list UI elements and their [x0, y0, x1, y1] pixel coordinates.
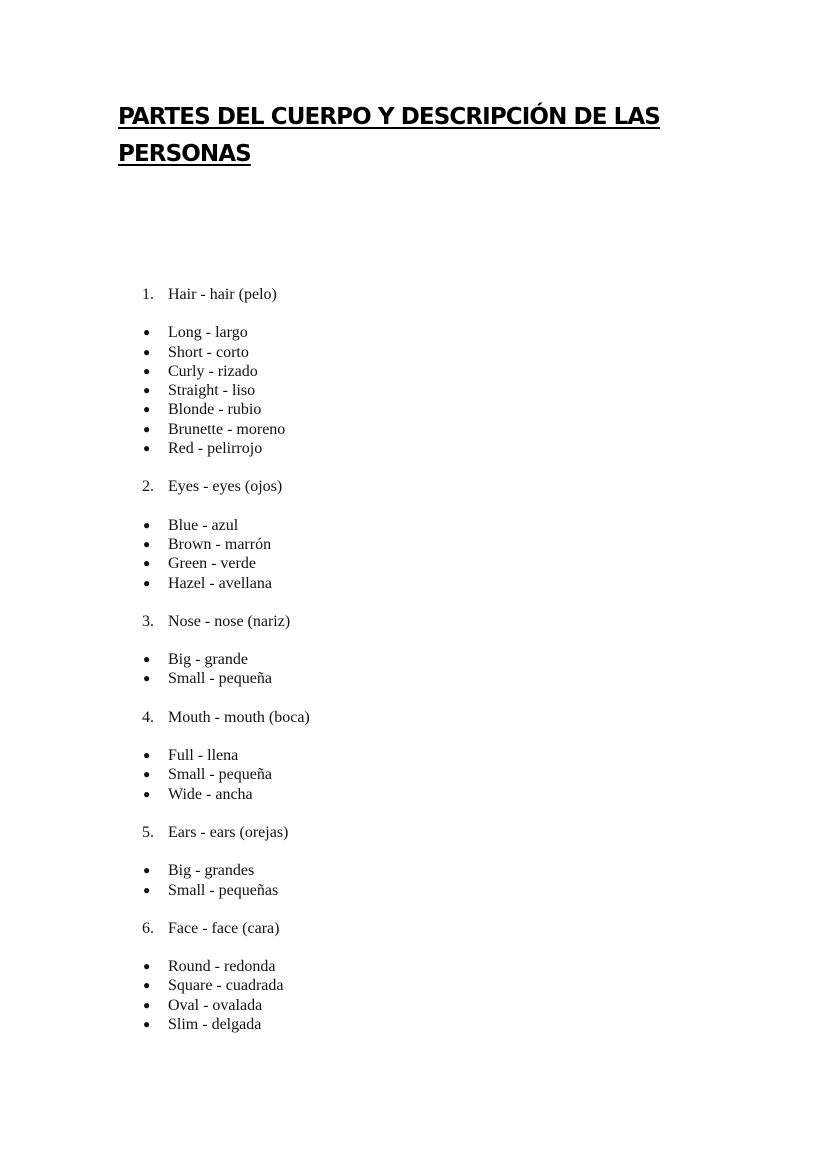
section-5 [0, 823, 828, 900]
list-item [0, 535, 828, 554]
bullet-icon: ● [143, 441, 151, 456]
bullet-icon: ● [143, 536, 151, 551]
section-heading-text: Ears - ears (orejas) [168, 823, 289, 841]
list-item-text: Big - grandes [168, 862, 255, 880]
bullet-icon: ● [143, 786, 151, 801]
bullet-icon: ● [143, 517, 151, 532]
list-item [0, 861, 828, 880]
section-heading [0, 477, 828, 496]
bullet-list [0, 957, 828, 1034]
bullet-icon: ● [143, 575, 151, 590]
bullet-list [0, 516, 828, 593]
section-4 [0, 708, 828, 804]
list-item-text: Brunette - moreno [168, 420, 286, 438]
bullet-icon: ● [143, 556, 151, 571]
list-item [0, 516, 828, 535]
section-heading [0, 919, 828, 938]
list-item [0, 785, 828, 804]
bullet-icon: ● [143, 402, 151, 417]
section-heading [0, 612, 828, 631]
list-item-text: Small - pequeñas [168, 881, 279, 899]
bullet-icon: ● [143, 421, 151, 436]
list-item-text: Brown - marrón [168, 535, 272, 553]
section-heading [0, 823, 828, 842]
bullet-icon: ● [143, 363, 151, 378]
list-item-text: Curly - rizado [168, 362, 258, 380]
list-item [0, 439, 828, 458]
section-number: 4. [142, 708, 154, 726]
list-item-text: Small - pequeña [168, 766, 272, 784]
list-item [0, 400, 828, 419]
list-item-text: Long - largo [168, 324, 248, 342]
list-item [0, 343, 828, 362]
bullet-icon: ● [143, 767, 151, 782]
bullet-icon: ● [143, 671, 151, 686]
section-3 [0, 612, 828, 689]
list-item-text: Hazel - avellana [168, 574, 272, 592]
section-heading-text: Hair - hair (pelo) [168, 286, 277, 303]
bullet-icon: ● [143, 748, 151, 763]
section-2 [0, 477, 828, 592]
list-item-text: Wide - ancha [168, 785, 253, 803]
document-title: PARTES DEL CUERPO Y DESCRIPCIÓN DE LAS PERSONAS [118, 104, 660, 167]
list-item-text: Short - corto [168, 343, 249, 361]
bullet-icon: ● [143, 383, 151, 398]
section-number: 6. [142, 919, 154, 937]
list-item [0, 996, 828, 1015]
bullet-list [0, 746, 828, 804]
list-item [0, 554, 828, 573]
list-item [0, 574, 828, 593]
bullet-icon: ● [143, 652, 151, 667]
list-item-text: Straight - liso [168, 382, 256, 400]
bullet-icon: ● [143, 325, 151, 340]
list-item [0, 323, 828, 342]
list-item [0, 881, 828, 900]
list-item-text: Round - redonda [168, 958, 276, 976]
list-item-text: Green - verde [168, 555, 256, 573]
section-heading-text: Mouth - mouth (boca) [168, 708, 310, 726]
section-heading [0, 285, 828, 304]
list-item [0, 746, 828, 765]
section-1 [0, 285, 828, 458]
bullet-icon: ● [143, 882, 151, 897]
section-number: 5. [142, 823, 154, 841]
list-item [0, 669, 828, 688]
section-number: 2. [142, 478, 154, 496]
list-item [0, 976, 828, 995]
section-heading-text: Face - face (cara) [168, 919, 280, 937]
list-item [0, 381, 828, 400]
vocabulary-list [0, 285, 828, 1053]
list-item-text: Slim - delgada [168, 1016, 262, 1034]
bullet-list [0, 861, 828, 900]
list-item [0, 1015, 828, 1034]
list-item-text: Small - pequeña [168, 670, 272, 688]
list-item-text: Full - llena [168, 747, 239, 765]
list-item-text: Oval - ovalada [168, 996, 263, 1014]
bullet-icon: ● [143, 959, 151, 974]
list-item-text: Big - grande [168, 651, 248, 669]
section-number: 1. [142, 286, 154, 303]
section-6 [0, 919, 828, 1034]
bullet-icon: ● [143, 1017, 151, 1032]
list-item [0, 650, 828, 669]
bullet-list [0, 650, 828, 689]
bullet-list [0, 323, 828, 458]
bullet-icon: ● [143, 863, 151, 878]
list-item-text: Square - cuadrada [168, 977, 284, 995]
section-number: 3. [142, 612, 154, 630]
list-item [0, 765, 828, 784]
list-item [0, 957, 828, 976]
section-heading-text: Eyes - eyes (ojos) [168, 478, 283, 496]
section-heading-text: Nose - nose (nariz) [168, 612, 291, 630]
bullet-icon: ● [143, 997, 151, 1012]
bullet-icon: ● [143, 978, 151, 993]
list-item [0, 362, 828, 381]
list-item [0, 420, 828, 439]
bullet-icon: ● [143, 344, 151, 359]
list-item-text: Blonde - rubio [168, 401, 262, 419]
list-item-text: Red - pelirrojo [168, 440, 263, 458]
list-item-text: Blue - azul [168, 516, 239, 534]
section-heading [0, 708, 828, 727]
